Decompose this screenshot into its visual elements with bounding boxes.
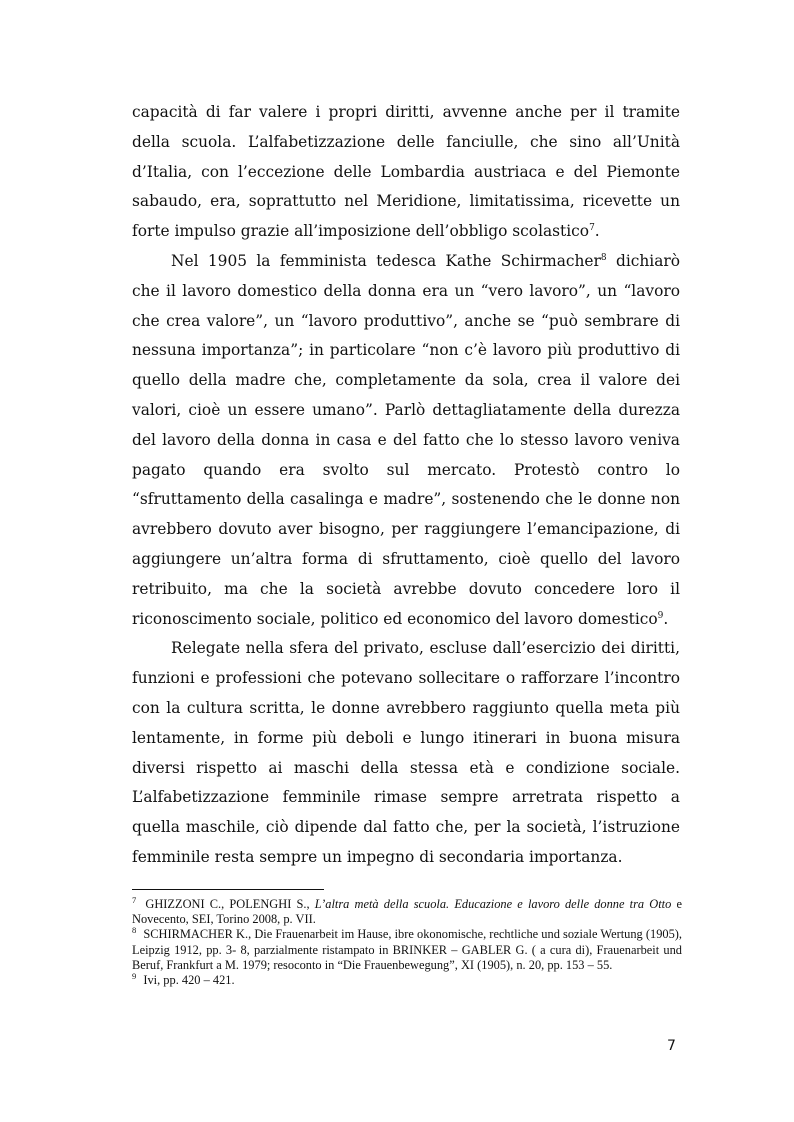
footnote-number: 8 — [132, 925, 137, 936]
footnote-number: 9 — [132, 970, 137, 981]
footnote-8: $^8$ SCHIRMACHER K., Die Frauenarbeit im Hause, ibre okonomische, rechtliche und soziale Wertung (1905), Leipzig 1912, pp. 3- 8, parzialmente ristampato in BRINKER – GABLER G. ( a cura di), Frauenarbeit und Beruf, Frankfurt a M. 1979; resoconto in “Die Frauenbewegung”, XI (1905), n. 20, pp. 153 – 55. — [132, 925, 682, 972]
footnote-number: 7 — [132, 894, 137, 905]
paragraph-2-text-start: Nel 1905 la femminista tedesca Kathe Schirmacher — [171, 251, 601, 270]
paragraph-2-text: dichiarò che il lavoro domestico della donna era un “vero lavoro”, un “lavoro che crea valore”, un “lavoro produttivo”, anche se “può sembrare di nessuna importanza”; in particolare “non c’è lavoro più produttivo di quello della madre che, completamente da sola, crea il valore dei valori, cioè un essere umano”. Parlò dettagliatamente della durezza del lavoro della donna in casa e del fatto che lo stesso lavoro veniva pagato quando era svolto sul mercato. Protestò contro lo “sfruttamento della casalinga e madre”, sostenendo che le donne non avrebbero dovuto aver bisogno, per raggiungere l’emancipazione, di aggiungere un’altra forma di sfruttamento, cioè quello del lavoro retribuito, ma che la società avrebbe dovuto concedere loro il riconoscimento sociale, politico ed economico del lavoro domestico — [132, 251, 680, 628]
footnote-ref-8[interactable]: 8 — [600, 252, 607, 263]
footnote-book-title: L’altra metà della scuola. Educazione e lavoro delle donne tra Otto — [314, 897, 672, 911]
body-text — [132, 98, 680, 873]
footnote-separator — [132, 889, 324, 890]
paragraph-1-text: capacità di far valere i propri diritti, avvenne anche per il tramite della scuola. L’alfabetizzazione delle fanciulle, che sino all’Unità d’Italia, con l’eccezione delle Lombardia austriaca e del Piemonte sabaudo, era, soprattutto nel Meridione, limitatissima, ricevette un forte impulso grazie all’imposizione dell’obbligo scolastico — [132, 103, 680, 241]
footnotes — [132, 894, 682, 988]
footnote-9: $^9$ Ivi, pp. 420 – 421. — [132, 970, 235, 988]
paragraph-3-text: Relegate nella sfera del privato, escluse dall’esercizio dei diritti, funzioni e professioni che potevano sollecitare o rafforzare l’incontro con la cultura scritta, le donne avrebbero raggiunto quella meta più lentamente, in forme più deboli e lungo itinerari in buona misura diversi rispetto ai maschi della stessa età e condizione sociale. L’alfabetizzazione femminile rimase sempre arretrata rispetto a quella maschile, ciò dipende dal fatto che, per la società, l’istruzione femminile resta sempre un impegno di secondaria importanza. — [132, 639, 680, 866]
paragraph-2: Nel 1905 la femminista tedesca Kathe Schirmacher$^8$ dichiarò che il lavoro domestico della donna era un “vero lavoro”, un “lavoro che crea valore”, un “lavoro produttivo”, anche se “può sembrare di nessuna importanza”; in particolare “non c’è lavoro più produttivo di quello della madre che, completamente da sola, crea il valore dei valori, cioè un essere umano”. Parlò dettagliatamente della durezza del lavoro della donna in casa e del fatto che lo stesso lavoro veniva pagato quando era svolto sul mercato. Protestò contro lo “sfruttamento della casalinga e madre”, sostenendo che le donne non avrebbero dovuto aver bisogno, per raggiungere l’emancipazione, di aggiungere un’altra forma di sfruttamento, cioè quello del lavoro retribuito, ma che la società avrebbe dovuto concedere loro il riconoscimento sociale, politico ed economico del lavoro domestico$^9$. — [132, 251, 680, 628]
paragraph-3 — [132, 634, 680, 872]
paragraph-1: capacità di far valere i propri diritti, avvenne anche per il tramite della scuola. L’alfabetizzazione delle fanciulle, che sino all’Unità d’Italia, con l’eccezione delle Lombardia austriaca e del Piemonte sabaudo, era, soprattutto nel Meridione, limitatissima, ricevette un forte impulso grazie all’imposizione dell’obbligo scolastico$^7$. — [132, 103, 680, 241]
footnote-7: $^7$ GHIZZONI C., POLENGHI S., L’altra metà della scuola. Educazione e lavoro delle donne tra Otto e Novecento, SEI, Torino 2008, p. VII. — [132, 894, 682, 927]
footnote-ref-7[interactable]: 7 — [589, 223, 595, 234]
page-number: 7 — [667, 1038, 676, 1054]
footnote-ref-9[interactable]: 9 — [657, 610, 664, 621]
